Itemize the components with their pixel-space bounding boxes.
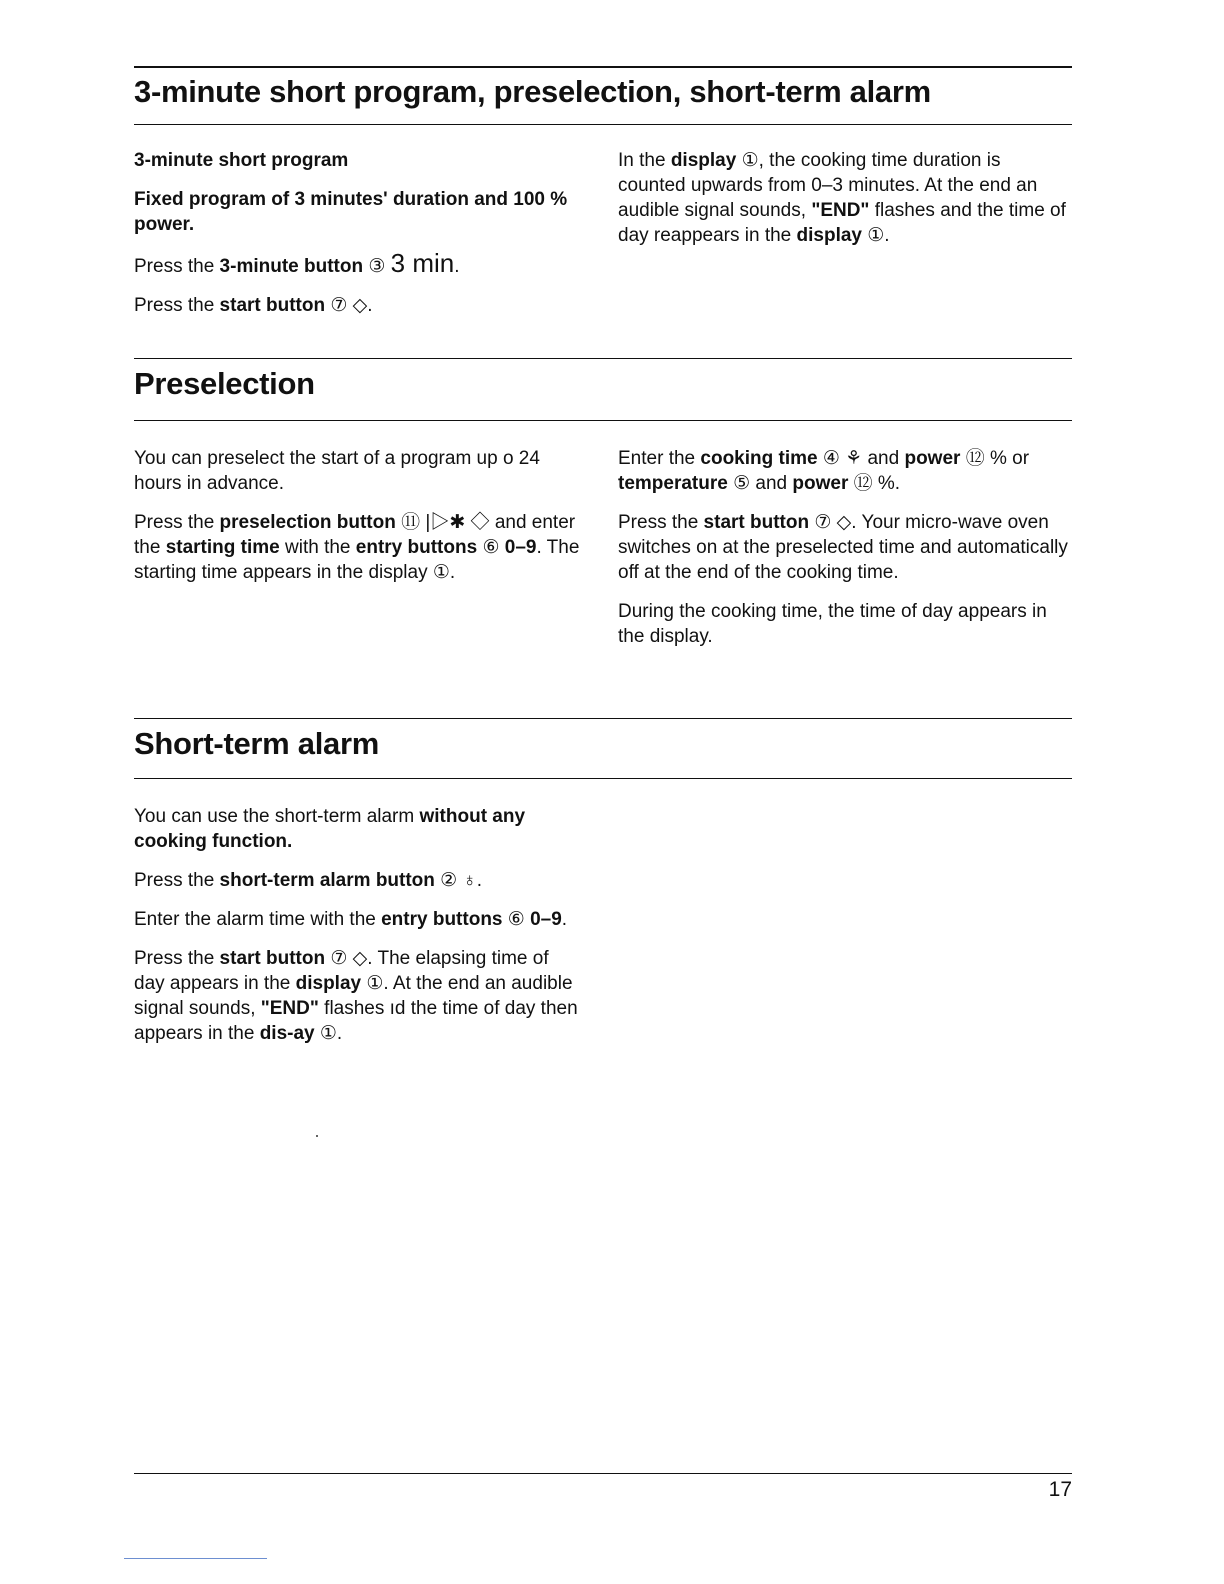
during-cooking-text: During the cooking time, the time of day appears in the display. [618,601,1047,647]
press-alarm-button-text: Press the short-term alarm button ② ♁. [134,870,483,891]
page-number: 17 [1048,1478,1072,1501]
preselection-button-text: Press the preselection button ⑪ |▷✱ ◇ and enter the starting time with the entry buttons ⑥ 0–9. The starting time appears in the display ①. [134,512,580,583]
press-start-text: Press the start button ⑦ ◇. [134,295,373,316]
section-title-short-program: 3-minute short program, preselection, short-term alarm [134,74,931,109]
display-countup-text: In the display ①, the cooking time duration is counted upwards from 0–3 minutes. At the end an audible signal sounds, "END" flashes and the time of day reappears in the display ①. [618,150,1066,246]
enter-alarm-time-text: Enter the alarm time with the entry buttons ⑥ 0–9. [134,909,568,930]
scan-edge-line [124,1558,267,1559]
section-title-short-term-alarm: Short-term alarm [134,726,379,761]
press-start-preselect-text: Press the start button ⑦ ◇. Your micro-wave oven switches on at the preselected time and automatically off at the end of the cooking time. [618,512,1068,583]
section-title-preselection: Preselection [134,366,315,401]
short-program-right-column [618,148,1072,262]
preselection-left-column [134,446,584,599]
subheading-short-program: 3-minute short program [134,150,349,171]
press-3min-text: Press the 3-minute button ③ 3 min. [134,248,460,278]
enter-cooking-time-text: Enter the cooking time ④ ⚘ and power ⑫ % or temperature ⑤ and power ⑫ %. [618,448,1030,494]
top-rule [134,66,1072,68]
short-program-left-column [134,148,584,332]
preselection-top-rule [134,358,1072,359]
preselection-underline [134,420,1072,421]
alarm-top-rule [134,718,1072,719]
title-underline [134,124,1072,125]
alarm-intro-text: You can use the short-term alarm without any cooking function. [134,806,526,852]
footer-rule [134,1473,1072,1474]
alarm-left-column [134,804,584,1060]
preselect-intro-text: You can preselect the start of a program up o 24 hours in advance. [134,448,540,494]
preselection-right-column [618,446,1072,663]
fixed-program-text: Fixed program of 3 minutes' duration and 100 % power. [134,189,568,235]
speck-mark [316,1135,318,1137]
alarm-underline [134,778,1072,779]
press-start-alarm-text: Press the start button ⑦ ◇. The elapsing time of day appears in the display ①. At the end an audible signal sounds, "END" flashes ıd the time of day then appears in the dis-ay ①. [134,948,578,1044]
